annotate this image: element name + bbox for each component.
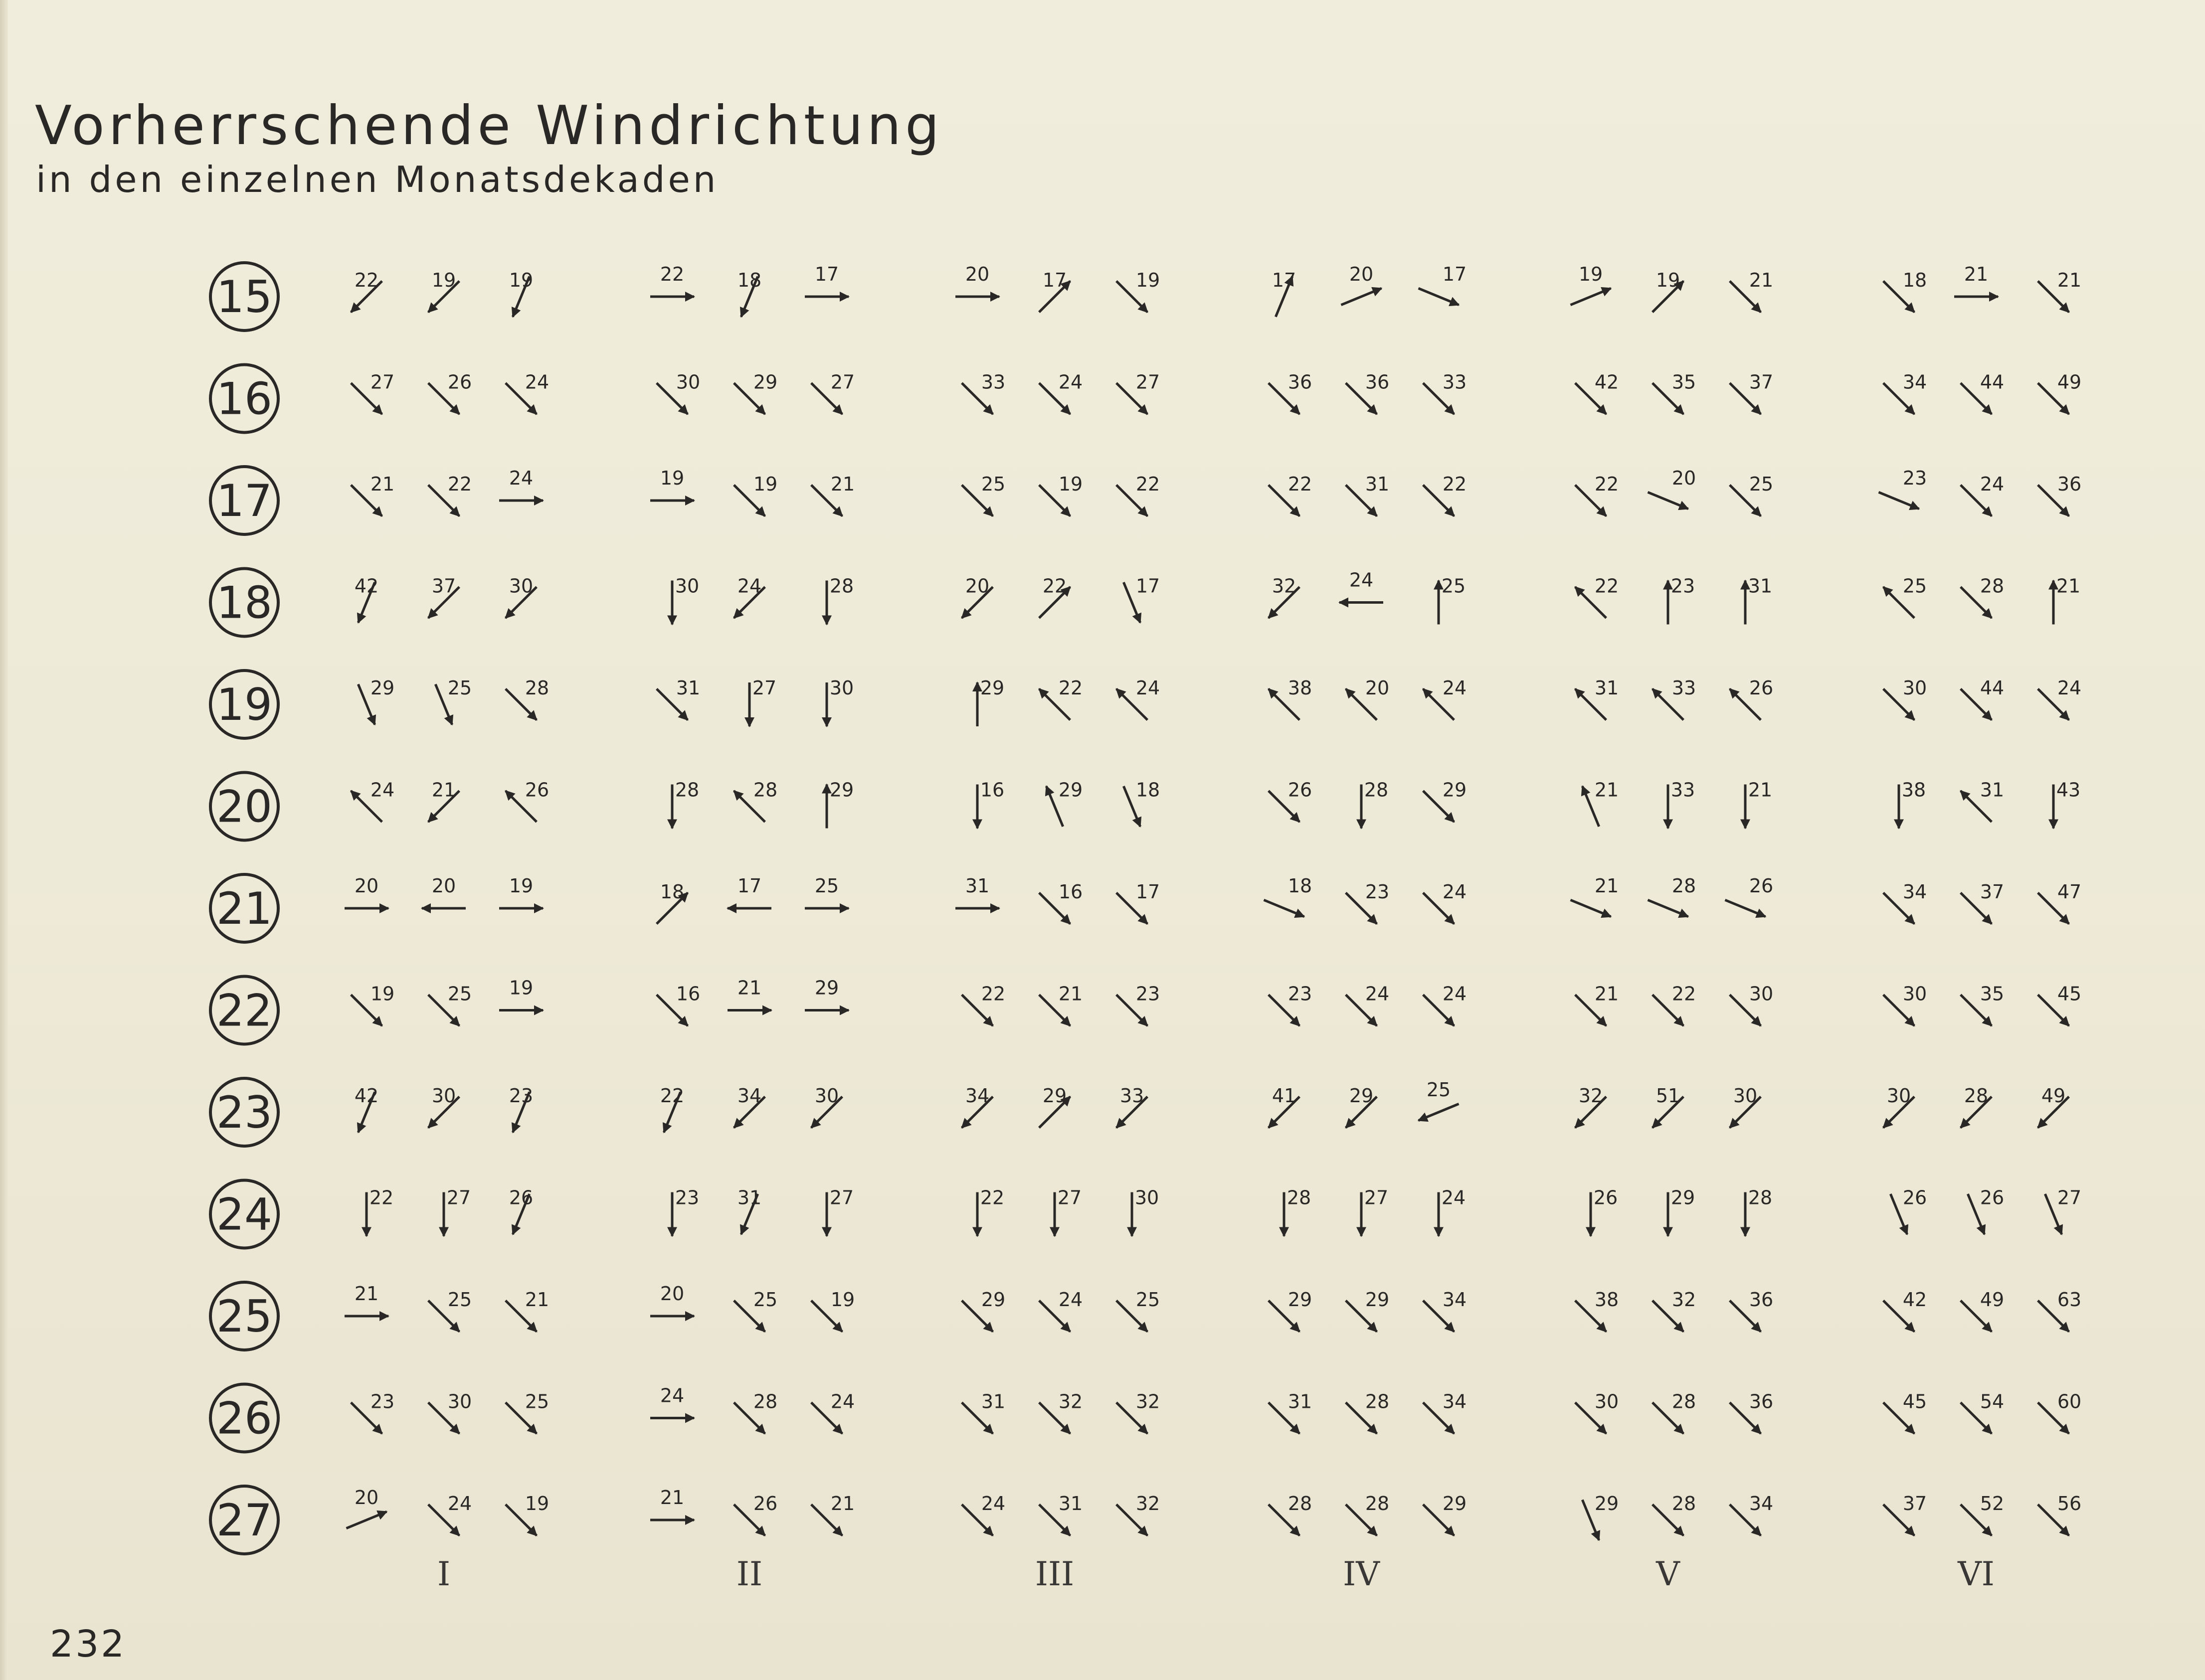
wind-frequency-label: 25 <box>447 1289 472 1311</box>
wind-frequency-label: 45 <box>2057 983 2082 1005</box>
wind-frequency-label: 23 <box>1902 467 1927 489</box>
wind-frequency-label: 24 <box>370 779 395 801</box>
wind-frequency-label: 30 <box>676 371 701 393</box>
wind-arrow <box>1571 288 1611 305</box>
wind-frequency-label: 21 <box>1058 983 1083 1005</box>
wind-frequency-label: 22 <box>1594 575 1619 597</box>
wind-frequency-label: 18 <box>737 269 762 291</box>
wind-frequency-label: 28 <box>1671 875 1696 897</box>
wind-frequency-label: 38 <box>1594 1289 1619 1311</box>
wind-frequency-label: 18 <box>660 881 685 903</box>
wind-frequency-label: 37 <box>1749 371 1774 393</box>
wind-frequency-label: 28 <box>1365 1390 1390 1413</box>
wind-frequency-label: 29 <box>1058 779 1083 801</box>
wind-frequency-label: 42 <box>1594 371 1619 393</box>
wind-frequency-label: 18 <box>1902 269 1927 291</box>
wind-frequency-label: 22 <box>1042 575 1067 597</box>
wind-frequency-label: 28 <box>753 1390 778 1413</box>
wind-frequency-label: 35 <box>1980 983 2005 1005</box>
wind-frequency-label: 19 <box>1655 269 1680 291</box>
row-label: 20 <box>216 781 272 833</box>
wind-frequency-label: 19 <box>1058 473 1083 495</box>
wind-frequency-label: 21 <box>830 1493 855 1514</box>
wind-frequency-label: 26 <box>753 1493 778 1514</box>
wind-frequency-label: 25 <box>447 677 472 699</box>
wind-frequency-label: 33 <box>1119 1085 1144 1107</box>
wind-frequency-label: 21 <box>525 1289 550 1311</box>
wind-frequency-label: 21 <box>1594 875 1619 897</box>
wind-frequency-label: 22 <box>354 269 379 291</box>
wind-frequency-label: 34 <box>737 1085 762 1107</box>
row-label: 23 <box>216 1087 272 1138</box>
wind-frequency-label: 25 <box>447 983 472 1005</box>
wind-frequency-label: 24 <box>1365 983 1390 1005</box>
wind-frequency-label: 34 <box>1442 1390 1467 1413</box>
wind-frequency-label: 26 <box>1593 1186 1618 1209</box>
wind-frequency-label: 27 <box>1135 371 1160 393</box>
column-label: I <box>437 1555 451 1593</box>
wind-frequency-label: 31 <box>981 1390 1006 1413</box>
row-label: 26 <box>216 1392 272 1444</box>
wind-frequency-label: 22 <box>660 1085 685 1107</box>
wind-frequency-label: 28 <box>753 779 778 801</box>
wind-frequency-label: 31 <box>1748 575 1773 597</box>
wind-frequency-label: 24 <box>1349 569 1374 591</box>
wind-frequency-label: 17 <box>1272 269 1296 291</box>
wind-frequency-label: 21 <box>660 1487 685 1509</box>
wind-frequency-label: 28 <box>675 779 700 801</box>
wind-frequency-label: 25 <box>1135 1289 1160 1311</box>
wind-arrow <box>1419 288 1459 305</box>
wind-frequency-label: 24 <box>525 371 550 393</box>
wind-frequency-label: 29 <box>1365 1289 1390 1311</box>
wind-frequency-label: 19 <box>1135 269 1160 291</box>
wind-frequency-label: 31 <box>1365 473 1390 495</box>
row-label: 17 <box>216 475 272 526</box>
wind-frequency-label: 29 <box>1442 779 1467 801</box>
wind-frequency-label: 47 <box>2057 881 2082 903</box>
wind-frequency-label: 24 <box>1135 677 1160 699</box>
wind-frequency-label: 37 <box>1980 881 2005 903</box>
row-label: 15 <box>216 271 272 323</box>
wind-frequency-label: 24 <box>1441 1186 1466 1209</box>
wind-frequency-label: 23 <box>1135 983 1160 1005</box>
wind-frequency-label: 25 <box>981 473 1006 495</box>
wind-frequency-label: 21 <box>2056 575 2081 597</box>
wind-frequency-label: 27 <box>752 677 777 699</box>
wind-frequency-label: 23 <box>1365 881 1390 903</box>
wind-frequency-label: 34 <box>965 1085 990 1107</box>
wind-frequency-label: 36 <box>2057 473 2082 495</box>
wind-frequency-label: 21 <box>1594 983 1619 1005</box>
row-label: 18 <box>216 577 272 629</box>
wind-frequency-label: 22 <box>1135 473 1160 495</box>
wind-frequency-label: 25 <box>1902 575 1927 597</box>
wind-frequency-label: 33 <box>1671 677 1696 699</box>
wind-frequency-label: 37 <box>431 575 456 597</box>
wind-frequency-label: 21 <box>1594 779 1619 801</box>
wind-frequency-label: 22 <box>447 473 472 495</box>
wind-frequency-label: 30 <box>675 575 700 597</box>
wind-frequency-label: 23 <box>370 1390 395 1413</box>
wind-frequency-label: 30 <box>447 1390 472 1413</box>
wind-arrow <box>347 1512 387 1528</box>
wind-frequency-label: 31 <box>737 1186 762 1209</box>
wind-frequency-label: 31 <box>676 677 701 699</box>
wind-frequency-label: 42 <box>354 575 379 597</box>
wind-frequency-label: 17 <box>1135 575 1160 597</box>
wind-frequency-label: 24 <box>447 1493 472 1514</box>
wind-frequency-label: 20 <box>965 263 990 285</box>
wind-frequency-label: 23 <box>509 1085 534 1107</box>
wind-frequency-label: 36 <box>1287 371 1312 393</box>
wind-frequency-label: 25 <box>1749 473 1774 495</box>
wind-frequency-label: 28 <box>1365 1493 1390 1514</box>
wind-frequency-label: 25 <box>1441 575 1466 597</box>
column-label: IV <box>1343 1555 1380 1593</box>
wind-frequency-label: 21 <box>830 473 855 495</box>
wind-frequency-label: 60 <box>2057 1390 2082 1413</box>
wind-frequency-label: 30 <box>829 677 854 699</box>
wind-frequency-label: 25 <box>525 1390 550 1413</box>
wind-frequency-label: 42 <box>1902 1289 1927 1311</box>
row-label: 27 <box>216 1495 272 1546</box>
wind-frequency-label: 24 <box>1058 371 1083 393</box>
wind-frequency-label: 45 <box>1902 1390 1927 1413</box>
wind-frequency-label: 22 <box>1594 473 1619 495</box>
wind-frequency-label: 26 <box>1749 677 1774 699</box>
wind-frequency-label: 26 <box>509 1186 534 1209</box>
wind-frequency-label: 17 <box>1135 881 1160 903</box>
wind-frequency-label: 28 <box>1364 779 1389 801</box>
wind-frequency-label: 29 <box>753 371 778 393</box>
wind-frequency-label: 33 <box>1442 371 1467 393</box>
wind-frequency-label: 31 <box>1594 677 1619 699</box>
wind-arrow <box>1419 1104 1459 1120</box>
row-label: 16 <box>216 373 272 425</box>
wind-frequency-label: 28 <box>1964 1085 1989 1107</box>
wind-frequency-label: 20 <box>1365 677 1390 699</box>
wind-frequency-label: 19 <box>509 875 534 897</box>
wind-frequency-label: 24 <box>1442 881 1467 903</box>
wind-frequency-label: 36 <box>1749 1390 1774 1413</box>
wind-arrow <box>1571 900 1611 916</box>
wind-frequency-label: 34 <box>1902 881 1927 903</box>
wind-frequency-label: 30 <box>1886 1085 1911 1107</box>
wind-frequency-label: 27 <box>829 1186 854 1209</box>
wind-frequency-label: 29 <box>1349 1085 1374 1107</box>
wind-frequency-label: 22 <box>660 263 685 285</box>
wind-frequency-label: 29 <box>1287 1289 1312 1311</box>
wind-frequency-label: 28 <box>1287 1493 1312 1514</box>
wind-frequency-label: 25 <box>814 875 839 897</box>
wind-frequency-label: 27 <box>1057 1186 1082 1209</box>
wind-frequency-label: 22 <box>1058 677 1083 699</box>
wind-frequency-label: 24 <box>509 467 534 489</box>
wind-frequency-label: 20 <box>1671 467 1696 489</box>
wind-arrow <box>1648 900 1688 916</box>
wind-arrow <box>1264 900 1304 916</box>
wind-frequency-label: 27 <box>2057 1186 2082 1209</box>
wind-frequency-label: 28 <box>1671 1493 1696 1514</box>
row-label: 25 <box>216 1291 272 1342</box>
wind-frequency-label: 21 <box>1749 269 1774 291</box>
wind-frequency-label: 26 <box>1287 779 1312 801</box>
wind-frequency-label: 32 <box>1058 1390 1083 1413</box>
wind-frequency-label: 24 <box>1058 1289 1083 1311</box>
page-number: 232 <box>50 1623 127 1666</box>
wind-frequency-label: 29 <box>814 977 839 999</box>
row-label: 19 <box>216 679 272 730</box>
wind-frequency-label: 19 <box>509 977 534 999</box>
wind-frequency-label: 20 <box>431 875 456 897</box>
wind-frequency-label: 22 <box>1671 983 1696 1005</box>
wind-frequency-label: 51 <box>1655 1085 1680 1107</box>
wind-frequency-label: 26 <box>1902 1186 1927 1209</box>
wind-arrow <box>1648 492 1688 508</box>
wind-frequency-label: 29 <box>1442 1493 1467 1514</box>
wind-frequency-label: 42 <box>354 1085 379 1107</box>
wind-frequency-label: 29 <box>370 677 395 699</box>
wind-frequency-label: 31 <box>1980 779 2005 801</box>
wind-frequency-label: 26 <box>1980 1186 2005 1209</box>
wind-frequency-label: 27 <box>1364 1186 1389 1209</box>
wind-frequency-label: 38 <box>1901 779 1926 801</box>
wind-frequency-label: 49 <box>2057 371 2082 393</box>
row-label: 22 <box>216 985 272 1036</box>
page-title: Vorherrschende Windrichtung <box>35 95 943 157</box>
wind-frequency-label: 44 <box>1980 677 2005 699</box>
wind-frequency-label: 25 <box>1426 1079 1451 1101</box>
wind-frequency-label: 20 <box>965 575 990 597</box>
wind-frequency-label: 17 <box>1442 263 1467 285</box>
wind-frequency-label: 28 <box>1980 575 2005 597</box>
wind-frequency-label: 27 <box>446 1186 471 1209</box>
wind-frequency-label: 29 <box>1042 1085 1067 1107</box>
wind-frequency-label: 17 <box>814 263 839 285</box>
wind-frequency-label: 27 <box>370 371 395 393</box>
wind-frequency-label: 26 <box>447 371 472 393</box>
wind-frequency-label: 28 <box>829 575 854 597</box>
wind-frequency-label: 37 <box>1902 1493 1927 1514</box>
wind-frequency-label: 52 <box>1980 1493 2005 1514</box>
wind-frequency-label: 31 <box>1058 1493 1083 1514</box>
wind-frequency-label: 21 <box>370 473 395 495</box>
wind-frequency-label: 24 <box>737 575 762 597</box>
wind-frequency-label: 29 <box>980 677 1005 699</box>
wind-frequency-label: 19 <box>753 473 778 495</box>
wind-frequency-label: 29 <box>981 1289 1006 1311</box>
wind-frequency-label: 19 <box>431 269 456 291</box>
wind-frequency-label: 30 <box>1594 1390 1619 1413</box>
wind-arrow <box>1725 900 1766 916</box>
wind-frequency-label: 24 <box>1442 983 1467 1005</box>
wind-frequency-label: 21 <box>431 779 456 801</box>
wind-frequency-label: 32 <box>1135 1390 1160 1413</box>
wind-frequency-label: 49 <box>2041 1085 2066 1107</box>
wind-frequency-label: 24 <box>660 1384 685 1407</box>
wind-frequency-label: 16 <box>676 983 701 1005</box>
wind-frequency-label: 36 <box>1365 371 1390 393</box>
wind-frequency-label: 32 <box>1671 1289 1696 1311</box>
wind-frequency-label: 34 <box>1442 1289 1467 1311</box>
wind-frequency-label: 49 <box>1980 1289 2005 1311</box>
wind-frequency-label: 16 <box>1058 881 1083 903</box>
wind-frequency-label: 20 <box>1349 263 1374 285</box>
wind-arrow <box>1341 288 1382 305</box>
wind-frequency-label: 21 <box>1748 779 1773 801</box>
wind-arrow <box>1879 492 1919 508</box>
wind-frequency-label: 24 <box>981 1493 1006 1514</box>
wind-frequency-label: 19 <box>525 1493 550 1514</box>
wind-frequency-label: 41 <box>1272 1085 1296 1107</box>
wind-frequency-label: 24 <box>830 1390 855 1413</box>
wind-frequency-label: 32 <box>1272 575 1296 597</box>
wind-frequency-label: 22 <box>369 1186 394 1209</box>
wind-frequency-label: 17 <box>1042 269 1067 291</box>
wind-frequency-label: 20 <box>660 1283 685 1305</box>
wind-frequency-label: 28 <box>1748 1186 1773 1209</box>
wind-frequency-label: 30 <box>431 1085 456 1107</box>
wind-frequency-label: 19 <box>660 467 685 489</box>
wind-frequency-label: 38 <box>1287 677 1312 699</box>
wind-frequency-label: 16 <box>980 779 1005 801</box>
wind-frequency-label: 30 <box>1902 983 1927 1005</box>
wind-frequency-label: 56 <box>2057 1493 2082 1514</box>
wind-frequency-label: 31 <box>965 875 990 897</box>
wind-frequency-label: 26 <box>1749 875 1774 897</box>
wind-frequency-label: 30 <box>1902 677 1927 699</box>
wind-frequency-label: 30 <box>1749 983 1774 1005</box>
wind-frequency-label: 19 <box>1578 263 1603 285</box>
column-label: V <box>1656 1555 1680 1593</box>
wind-frequency-label: 21 <box>2057 269 2082 291</box>
wind-frequency-label: 19 <box>830 1289 855 1311</box>
wind-frequency-label: 29 <box>1594 1493 1619 1514</box>
wind-frequency-label: 21 <box>1964 263 1989 285</box>
wind-frequency-label: 23 <box>1287 983 1312 1005</box>
wind-frequency-label: 28 <box>1671 1390 1696 1413</box>
wind-frequency-label: 24 <box>1442 677 1467 699</box>
wind-frequency-label: 28 <box>1286 1186 1311 1209</box>
column-label: VI <box>1958 1555 1995 1593</box>
wind-frequency-label: 30 <box>814 1085 839 1107</box>
wind-frequency-label: 24 <box>1980 473 2005 495</box>
wind-frequency-label: 43 <box>2056 779 2081 801</box>
wind-frequency-label: 23 <box>675 1186 700 1209</box>
row-label: 21 <box>216 883 272 934</box>
wind-frequency-label: 28 <box>525 677 550 699</box>
wind-frequency-label: 34 <box>1749 1493 1774 1514</box>
wind-frequency-label: 18 <box>1135 779 1160 801</box>
wind-frequency-label: 32 <box>1135 1493 1160 1514</box>
wind-frequency-label: 34 <box>1902 371 1927 393</box>
wind-frequency-label: 32 <box>1578 1085 1603 1107</box>
wind-frequency-label: 20 <box>354 1487 379 1509</box>
wind-frequency-label: 24 <box>2057 677 2082 699</box>
wind-frequency-label: 31 <box>1287 1390 1312 1413</box>
wind-frequency-label: 29 <box>829 779 854 801</box>
wind-frequency-label: 22 <box>1442 473 1467 495</box>
wind-frequency-label: 26 <box>525 779 550 801</box>
wind-frequency-label: 29 <box>1670 1186 1695 1209</box>
wind-frequency-label: 35 <box>1671 371 1696 393</box>
wind-frequency-label: 25 <box>753 1289 778 1311</box>
wind-frequency-label: 22 <box>980 1186 1005 1209</box>
wind-frequency-label: 33 <box>1670 779 1695 801</box>
wind-frequency-label: 30 <box>1733 1085 1758 1107</box>
column-label: III <box>1035 1555 1075 1593</box>
wind-frequency-label: 27 <box>830 371 855 393</box>
wind-frequency-label: 18 <box>1287 875 1312 897</box>
wind-frequency-label: 19 <box>370 983 395 1005</box>
wind-frequency-label: 36 <box>1749 1289 1774 1311</box>
wind-frequency-label: 22 <box>981 983 1006 1005</box>
wind-frequency-label: 23 <box>1670 575 1695 597</box>
wind-frequency-label: 54 <box>1980 1390 2005 1413</box>
wind-frequency-label: 30 <box>1134 1186 1159 1209</box>
wind-frequency-label: 22 <box>1287 473 1312 495</box>
wind-frequency-label: 21 <box>737 977 762 999</box>
wind-frequency-label: 33 <box>981 371 1006 393</box>
page-subtitle: in den einzelnen Monatsdekaden <box>36 159 719 200</box>
wind-frequency-label: 19 <box>509 269 534 291</box>
wind-frequency-label: 20 <box>354 875 379 897</box>
column-label: II <box>736 1555 763 1593</box>
wind-frequency-label: 30 <box>509 575 534 597</box>
row-label: 24 <box>216 1188 272 1240</box>
wind-frequency-label: 63 <box>2057 1289 2082 1311</box>
wind-frequency-label: 21 <box>354 1283 379 1305</box>
wind-frequency-label: 44 <box>1980 371 2005 393</box>
wind-frequency-label: 17 <box>737 875 762 897</box>
